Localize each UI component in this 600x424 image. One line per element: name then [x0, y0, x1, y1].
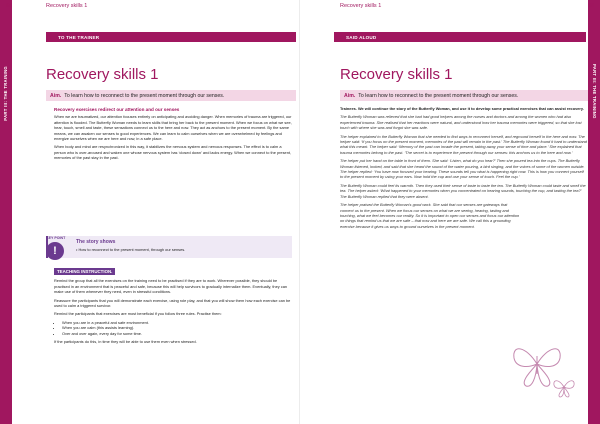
list-item: • Over and over again, every day for some time. [62, 331, 292, 336]
right-page [300, 0, 600, 424]
page-title: Recovery skills 1 [46, 66, 159, 83]
key-point-icon: ! [46, 242, 64, 260]
aim-text: To learn how to reconnect to the present moment through our senses. [358, 92, 519, 99]
list-item: • When you are in a peaceful and safe environment. [62, 320, 292, 325]
running-head: Recovery skills 1 [340, 3, 382, 9]
running-head: Recovery skills 1 [46, 3, 88, 9]
aim-text: To learn how to reconnect to the present moment through our senses. [64, 92, 225, 99]
paragraph: Remind the group that all the exercises on the training need to be practised if they are to work. Wherever possible, they should be practised in an environment that is peaceful and safe, because this will help survivors to gradually internalize them. Eventually, they can make use of them whenever they need, even in stressful conditions. [54, 278, 288, 295]
story-paragraph: The helper put her hand on the table in front of them. She said: ‘Listen, what do you hear?’ Then she poured tea into the cups. The Butterfly Woman listened, looked, and said that she heard the sound of the water pouring, a bird singing, and the voices of some of the women outside. The helper replied: ‘You have now focused your hearing. These sounds tell you what is happening right now. This is how you connect yourself to the present moment by using your ears. Now hold the cup and use your sense of touch. Feel the cup.’ [340, 158, 585, 180]
intro-section [54, 107, 292, 164]
paragraph: Remind the participants that exercises are most beneficial if you follow three rules. Practise them: [54, 311, 222, 317]
paragraph: Reassure the participants that you will demonstrate each exercise, using role play, and that you will show them how each exercise can be used to calm a triggered survivor. [54, 297, 291, 309]
aim-bar [46, 90, 296, 101]
list-item: • When you are calm (this assists learning). [62, 325, 292, 330]
section-band: TO THE TRAINER [46, 32, 296, 42]
rules-list [54, 320, 292, 336]
paragraph: When we are traumatized, our attention focuses entirely on anticipating and avoiding danger. When memories of trauma are triggered, our attention is flooded. The Butterfly Woman needs to learn skills that bring her back to the present moment. When we focus on what we see, hear, touch, smell and taste, these sensations connect us to the here and now. They act as anchors to the present moment. By the same means, we can awaken our senses to good experiences. We can learn to calm ourselves when we are overwhelmed by feelings and energize ourselves when we are here and now, in a safe place. [54, 114, 292, 142]
butterfly-icon [552, 376, 576, 398]
side-tab-label: PART III: THE TRAINING [3, 66, 8, 121]
key-point-label: KEY POINT [46, 236, 66, 240]
story-bullet: • How to reconnect to the present moment, through our senses. [76, 247, 186, 252]
side-tab-label: PART III: THE TRAINING [592, 64, 597, 119]
side-tab [0, 0, 12, 424]
story-title: The story shows [76, 239, 116, 245]
aim-label: Aim. [50, 92, 62, 99]
closing-paragraph: If the participants do this, in time they will be able to use them even when stressed. [54, 339, 197, 345]
story-paragraph: The helper explained to the Butterfly Woman that she needed to find ways to reconnect herself, and reground herself in the here and now. The helper said: ‘If you focus on the present moment, memories of the past will remain in the past.’ The Butterfly Woman found it hard to understand what this meant. The helper said: ‘Memory of the past can invade the present, taking away your sense of time and place.’ She explained that trauma memories belong to the past. ‘The secret is to experience the present through our senses: this anchors us to the here and now.’ [340, 133, 587, 155]
story-paragraph: The Butterfly Woman could feel its warmth. Then they used their sense of taste to taste the tea. The Butterfly Woman could taste and smell the tea. The helper asked: ‘What happened to your memories when you concentrated on hearing sounds, touching the cup, and tasting the tea?’ The Butterfly Woman replied that they were absent. [340, 182, 586, 199]
page-title: Recovery skills 1 [340, 66, 453, 83]
teaching-section [54, 268, 292, 347]
subheading: Recovery exercises redirect our attention and our senses [54, 107, 180, 112]
story-paragraph: The helper praised the Butterfly Woman’s good work. She said that our senses are gateways that connect us to the present. When we focus our senses on what we are seeing, hearing, tasting and touching, what we feel becomes our reality. So it is important to open our senses and focus our attention on things that remind us that we are safe – that now and here we are safe. We call this a grounding exercise because it gives us ways to ground ourselves in the present moment. [340, 202, 520, 229]
side-tab [588, 0, 600, 424]
paragraph: When body and mind are resynchronized in this way, it stabilizes the nervous system and nervous responses. The effect is to calm a person who is over-aroused and waken one whose nervous system has ‘closed down’ and lacks energy. When we connect to the present, memories of the past stay in the past. [54, 144, 292, 161]
page-number: 94 [6, 3, 12, 9]
aim-bar [340, 90, 588, 101]
aim-label: Aim. [344, 92, 356, 99]
said-aloud-section [340, 106, 588, 232]
teaching-heading: TEACHING INSTRUCTION. [54, 268, 115, 275]
story-paragraph: The Butterfly Woman was relieved that she had had good helpers among the nurses and doctors and among the women who had also experienced trauma. She realised that her reactions were natural, and understood how her trauma memories were triggered, so that she lost touch with where she was and forgot she was safe. [340, 114, 582, 131]
story-box [46, 236, 292, 258]
section-band: SAID ALOUD [334, 32, 586, 42]
story-bullet-text: How to reconnect to the present moment, through our senses. [78, 247, 186, 252]
intro-paragraph: Trainees. We will continue the story of the Butterfly Woman, and use it to develop some practical exercises that can assist recovery. [340, 106, 584, 111]
page-number: 95 [588, 3, 594, 9]
